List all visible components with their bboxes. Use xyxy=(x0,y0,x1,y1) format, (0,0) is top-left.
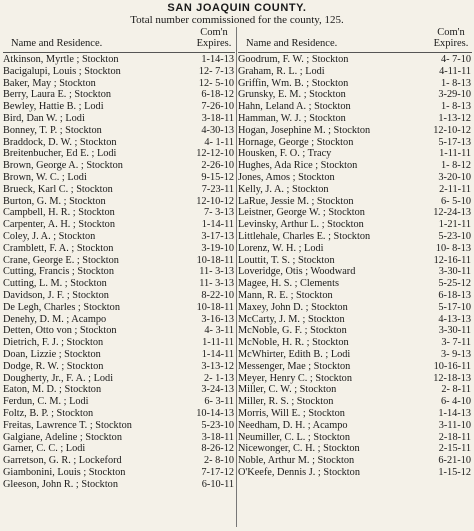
list-item xyxy=(238,396,472,408)
list-item xyxy=(3,66,235,78)
county-title: SAN JOAQUIN COUNTY. xyxy=(167,2,307,14)
expiration-date: 1-14-13 xyxy=(438,407,471,419)
name-residence: Atkinson, Myrtle ; Stockton xyxy=(3,54,119,65)
name-residence: Kelly, J. A. ; Stockton xyxy=(238,183,329,195)
expiration-date: 10-14-13 xyxy=(196,407,234,419)
expiration-date: 3- 9-13 xyxy=(440,348,471,360)
name-residence: Mann, R. E. ; Stockton xyxy=(238,289,333,301)
name-residence: Davidson, J. F. ; Stockton xyxy=(3,289,109,301)
expiration-date: 3-16-13 xyxy=(201,313,234,325)
list-item xyxy=(238,432,472,444)
expiration-date: 6-10-11 xyxy=(201,478,234,490)
name-residence: Foltz, B. P. ; Stockton xyxy=(3,407,94,419)
expiration-date: 3-30-11 xyxy=(438,266,471,278)
name-residence: Breitenbucher, Ed E. ; Lodi xyxy=(3,148,117,160)
expiration-date: 2- 1-13 xyxy=(203,372,234,384)
expiration-date: 3-18-11 xyxy=(201,112,234,124)
expiration-date: 1-14-13 xyxy=(201,54,234,65)
expires-header xyxy=(194,27,234,49)
list-item xyxy=(3,219,235,231)
expiration-date: 2-11-11 xyxy=(439,183,471,195)
list-item xyxy=(238,113,472,125)
expires-header-line-1: Com'n xyxy=(200,27,228,38)
name-residence: Cutting, Francis ; Stockton xyxy=(3,266,114,278)
list-item xyxy=(3,89,235,101)
list-item xyxy=(3,349,235,361)
name-residence: Coley, J. A. ; Stockton xyxy=(3,230,96,242)
expiration-date: 5-17-13 xyxy=(438,136,471,148)
name-residence: Ferdun, C. M. ; Lodi xyxy=(3,396,89,408)
expiration-date: 11- 3-13 xyxy=(199,278,234,290)
name-residence: Nicewonger, C. H. ; Stockton xyxy=(238,443,360,455)
list-item xyxy=(3,196,235,208)
list-item xyxy=(3,396,235,408)
expiration-date: 12- 5-10 xyxy=(198,77,234,89)
list-item xyxy=(3,314,235,326)
expiration-date: 6- 5-10 xyxy=(440,195,471,207)
expiration-date: 7-26-10 xyxy=(201,101,234,113)
name-residence: Brown, George A. ; Stockton xyxy=(3,160,123,172)
name-residence: Denehy, D. M. ; Acampo xyxy=(3,313,107,325)
expiration-date: 5-23-10 xyxy=(201,419,234,431)
list-item xyxy=(3,290,235,302)
name-residence: McNoble, G. F. ; Stockton xyxy=(238,325,347,337)
name-residence: Morris, Will E. ; Stockton xyxy=(238,407,345,419)
name-residence: Hamman, W. J. ; Stockton xyxy=(238,112,346,124)
name-residence: Gleeson, John R. ; Stockton xyxy=(3,478,118,490)
expiration-date: 8-22-10 xyxy=(201,289,234,301)
list-item xyxy=(238,314,472,326)
expiration-date: 4-11-11 xyxy=(439,65,471,77)
expiration-date: 5-17-10 xyxy=(438,301,471,313)
name-residence: Bewley, Hattie B. ; Lodi xyxy=(3,101,104,113)
column-divider xyxy=(236,27,237,527)
name-residence: Hahn, Leland A. ; Stockton xyxy=(238,101,351,113)
expiration-date: 1-13-12 xyxy=(438,112,471,124)
name-residence: McNoble, H. R. ; Stockton xyxy=(238,337,349,349)
list-item xyxy=(238,373,472,385)
name-residence: Neumiller, C. L. ; Stockton xyxy=(238,431,350,443)
name-residence: Meyer, Henry C. ; Stockton xyxy=(238,372,352,384)
expiration-date: 1- 8-12 xyxy=(440,160,471,172)
expiration-date: 3-11-10 xyxy=(438,419,471,431)
list-item xyxy=(3,172,235,184)
name-residence: O'Keefe, Dennis J. ; Stockton xyxy=(238,466,360,478)
expiration-date: 6-21-10 xyxy=(438,455,471,467)
name-residence: Hogan, Josephine M. ; Stockton xyxy=(238,124,371,136)
name-residence: Grunsky, E. M. ; Stockton xyxy=(238,89,346,101)
name-residence: Bird, Dan W. ; Lodi xyxy=(3,112,85,124)
name-residence: Garner, C. C. ; Lodi xyxy=(3,443,86,455)
expiration-date: 7- 3-13 xyxy=(203,207,234,219)
name-residence: De Legh, Charles ; Stockton xyxy=(3,301,120,313)
expiration-date: 1- 8-13 xyxy=(440,101,471,113)
list-item xyxy=(3,455,235,467)
list-item xyxy=(3,207,235,219)
right-rows xyxy=(238,54,472,479)
expiration-date: 3-24-13 xyxy=(201,384,234,396)
header-rule xyxy=(3,52,235,53)
list-item xyxy=(238,443,472,455)
expiration-date: 3-20-10 xyxy=(438,171,471,183)
expiration-date: 3-13-12 xyxy=(201,360,234,372)
name-residence: Graham, R. L. ; Lodi xyxy=(238,65,325,77)
list-item xyxy=(238,384,472,396)
name-residence: Cutting, L. M. ; Stockton xyxy=(3,278,107,290)
name-residence: Needham, D. H. ; Acampo xyxy=(238,419,348,431)
name-residence: Housken, F. O. ; Tracy xyxy=(238,148,332,160)
name-residence: Brueck, Karl C. ; Stockton xyxy=(3,183,113,195)
expiration-date: 3-17-13 xyxy=(201,230,234,242)
expires-header-line-2: Expires. xyxy=(196,38,232,49)
name-residence: Eaton, M. D. ; Stockton xyxy=(3,384,102,396)
expiration-date: 3-18-11 xyxy=(201,431,234,443)
list-item xyxy=(238,196,472,208)
list-item xyxy=(3,148,235,160)
expiration-date: 1-21-11 xyxy=(438,219,471,231)
list-item xyxy=(3,337,235,349)
list-item xyxy=(3,373,235,385)
list-item xyxy=(3,184,235,196)
right-column xyxy=(238,27,472,479)
name-residence: Bacigalupi, Louis ; Stockton xyxy=(3,65,121,77)
name-residence-header: Name and Residence. xyxy=(11,38,103,49)
name-residence: Garretson, G. R. ; Lockeford xyxy=(3,455,122,467)
name-residence: LaRue, Jessie M. ; Stockton xyxy=(238,195,354,207)
name-residence-header: Name and Residence. xyxy=(246,38,338,49)
expiration-date: 6- 4-10 xyxy=(440,396,471,408)
expiration-date: 4- 1-11 xyxy=(204,136,234,148)
list-item xyxy=(3,325,235,337)
expiration-date: 3-19-10 xyxy=(201,242,234,254)
expiration-date: 10-16-11 xyxy=(433,360,471,372)
list-item xyxy=(3,137,235,149)
list-item xyxy=(238,467,472,479)
expiration-date: 4-30-13 xyxy=(201,124,234,136)
list-item xyxy=(238,337,472,349)
list-item xyxy=(238,302,472,314)
name-residence: Baker, May ; Stockton xyxy=(3,77,96,89)
list-item xyxy=(238,420,472,432)
name-residence: Griffin, Wm. B. ; Stockton xyxy=(238,77,349,89)
list-item xyxy=(3,125,235,137)
list-item xyxy=(3,54,235,66)
list-item xyxy=(238,66,472,78)
list-item xyxy=(3,101,235,113)
header-rule xyxy=(238,52,472,53)
list-item xyxy=(238,325,472,337)
list-item xyxy=(3,479,235,491)
list-item xyxy=(238,160,472,172)
list-item xyxy=(238,172,472,184)
expiration-date: 3-29-10 xyxy=(438,89,471,101)
name-residence: Dietrich, F. J. ; Stockton xyxy=(3,337,104,349)
name-residence: Loveridge, Otis ; Woodward xyxy=(238,266,356,278)
name-residence: Brown, W. C. ; Lodi xyxy=(3,171,87,183)
expiration-date: 1-15-12 xyxy=(438,466,471,478)
name-residence: Freitas, Lawrence T. ; Stockton xyxy=(3,419,132,431)
list-item xyxy=(3,266,235,278)
list-item xyxy=(238,255,472,267)
expires-header xyxy=(431,27,471,49)
name-residence: Detten, Otto von ; Stockton xyxy=(3,325,117,337)
total-commissioned-line: Total number commissioned for the county, 125. xyxy=(130,14,344,26)
list-item xyxy=(3,231,235,243)
list-item xyxy=(238,243,472,255)
list-item xyxy=(238,361,472,373)
name-residence: Louttit, T. S. ; Stockton xyxy=(238,254,335,266)
expiration-date: 4- 3-11 xyxy=(204,325,234,337)
list-item xyxy=(238,78,472,90)
name-residence: Carpenter, A. H. ; Stockton xyxy=(3,219,115,231)
name-residence: Crane, George E. ; Stockton xyxy=(3,254,119,266)
name-residence: Hughes, Ada Rice ; Stockton xyxy=(238,160,358,172)
expiration-date: 5-25-12 xyxy=(438,278,471,290)
expiration-date: 4-13-13 xyxy=(438,313,471,325)
expiration-date: 11- 3-13 xyxy=(199,266,234,278)
expiration-date: 1-11-11 xyxy=(202,337,234,349)
left-rows xyxy=(3,54,235,490)
list-item xyxy=(3,432,235,444)
expiration-date: 12-10-12 xyxy=(196,195,234,207)
name-residence: Levinsky, Arthur L. ; Stockton xyxy=(238,219,364,231)
name-residence: Maxey, John D. ; Stockton xyxy=(238,301,348,313)
list-item xyxy=(238,137,472,149)
name-residence: Magee, H. S. ; Clements xyxy=(238,278,339,290)
expiration-date: 3- 7-11 xyxy=(441,337,471,349)
list-item xyxy=(238,54,472,66)
expiration-date: 12-24-13 xyxy=(433,207,471,219)
name-residence: Giambonini, Louis ; Stockton xyxy=(3,466,126,478)
list-item xyxy=(238,89,472,101)
list-item xyxy=(3,113,235,125)
expiration-date: 5-23-10 xyxy=(438,230,471,242)
left-column-header xyxy=(3,27,235,52)
expiration-date: 10-18-11 xyxy=(196,254,234,266)
expiration-date: 9-15-12 xyxy=(201,171,234,183)
expiration-date: 1- 8-13 xyxy=(440,77,471,89)
right-column-header xyxy=(238,27,472,52)
expiration-date: 1-14-11 xyxy=(201,348,234,360)
list-item xyxy=(238,219,472,231)
list-item xyxy=(238,266,472,278)
left-column xyxy=(3,27,235,490)
list-item xyxy=(238,455,472,467)
list-item xyxy=(3,467,235,479)
list-item xyxy=(238,278,472,290)
name-residence: Jones, Amos ; Stockton xyxy=(238,171,335,183)
expiration-date: 10- 8-13 xyxy=(435,242,471,254)
name-residence: Leistner, George W. ; Stockton xyxy=(238,207,365,219)
name-residence: Miller, R. S. ; Stockton xyxy=(238,396,334,408)
list-item xyxy=(3,384,235,396)
list-item xyxy=(238,125,472,137)
expiration-date: 2-26-10 xyxy=(201,160,234,172)
expiration-date: 2- 8-10 xyxy=(203,455,234,467)
expiration-date: 6-18-12 xyxy=(201,89,234,101)
expiration-date: 10-18-11 xyxy=(196,301,234,313)
list-item xyxy=(238,231,472,243)
name-residence: Doan, Lizzie ; Stockton xyxy=(3,348,101,360)
list-item xyxy=(3,420,235,432)
expiration-date: 1-14-11 xyxy=(201,219,234,231)
expiration-date: 2-18-11 xyxy=(438,431,471,443)
name-residence: Berry, Laura E. ; Stockton xyxy=(3,89,111,101)
list-item xyxy=(238,148,472,160)
name-residence: Bonney, T. P. ; Stockton xyxy=(3,124,102,136)
list-item xyxy=(238,290,472,302)
expiration-date: 2-15-11 xyxy=(438,443,471,455)
expiration-date: 12-18-13 xyxy=(433,372,471,384)
name-residence: Noble, Arthur M. ; Stockton xyxy=(238,455,355,467)
list-item xyxy=(3,408,235,420)
name-residence: Littlehale, Charles E. ; Stockton xyxy=(238,230,371,242)
expiration-date: 7-17-12 xyxy=(201,466,234,478)
name-residence: Lorenz, W. H. ; Lodi xyxy=(238,242,324,254)
expiration-date: 1-11-11 xyxy=(439,148,471,160)
list-item xyxy=(3,302,235,314)
name-residence: Campbell, H. R. ; Stockton xyxy=(3,207,115,219)
list-item xyxy=(3,278,235,290)
name-residence: Cramblett, F. A. ; Stockton xyxy=(3,242,114,254)
name-residence: Miller, C. W. ; Stockton xyxy=(238,384,337,396)
expiration-date: 12- 7-13 xyxy=(198,65,234,77)
name-residence: Hornage, George ; Stockton xyxy=(238,136,354,148)
expires-header-line-2: Expires. xyxy=(433,38,469,49)
list-item xyxy=(238,101,472,113)
name-residence: McWhirter, Edith B. ; Lodi xyxy=(238,348,351,360)
expiration-date: 7-23-11 xyxy=(201,183,234,195)
name-residence: Dodge, R. W. ; Stockton xyxy=(3,360,104,372)
expiration-date: 12-16-11 xyxy=(433,254,471,266)
list-item xyxy=(3,160,235,172)
expiration-date: 8-26-12 xyxy=(201,443,234,455)
expiration-date: 12-12-10 xyxy=(196,148,234,160)
name-residence: Braddock, D. W. ; Stockton xyxy=(3,136,117,148)
list-item xyxy=(3,255,235,267)
name-residence: Burton, G. M. ; Stockton xyxy=(3,195,106,207)
expiration-date: 4- 7-10 xyxy=(440,54,471,65)
name-residence: McCarty, J. M. ; Stockton xyxy=(238,313,345,325)
list-item xyxy=(3,443,235,455)
list-item xyxy=(238,349,472,361)
expiration-date: 2- 8-11 xyxy=(441,384,471,396)
expiration-date: 6-18-13 xyxy=(438,289,471,301)
expires-header-line-1: Com'n xyxy=(437,27,465,38)
name-residence: Messenger, Mae ; Stockton xyxy=(238,360,351,372)
list-item xyxy=(238,207,472,219)
list-item xyxy=(3,361,235,373)
list-item xyxy=(3,243,235,255)
name-residence: Dougherty, Jr., F. A. ; Lodi xyxy=(3,372,114,384)
name-residence: Goodrum, F. W. ; Stockton xyxy=(238,54,349,65)
expiration-date: 12-10-12 xyxy=(433,124,471,136)
name-residence: Galgiane, Adeline ; Stockton xyxy=(3,431,122,443)
list-item xyxy=(3,78,235,90)
expiration-date: 3-30-11 xyxy=(438,325,471,337)
list-item xyxy=(238,408,472,420)
expiration-date: 6- 3-11 xyxy=(204,396,234,408)
list-item xyxy=(238,184,472,196)
